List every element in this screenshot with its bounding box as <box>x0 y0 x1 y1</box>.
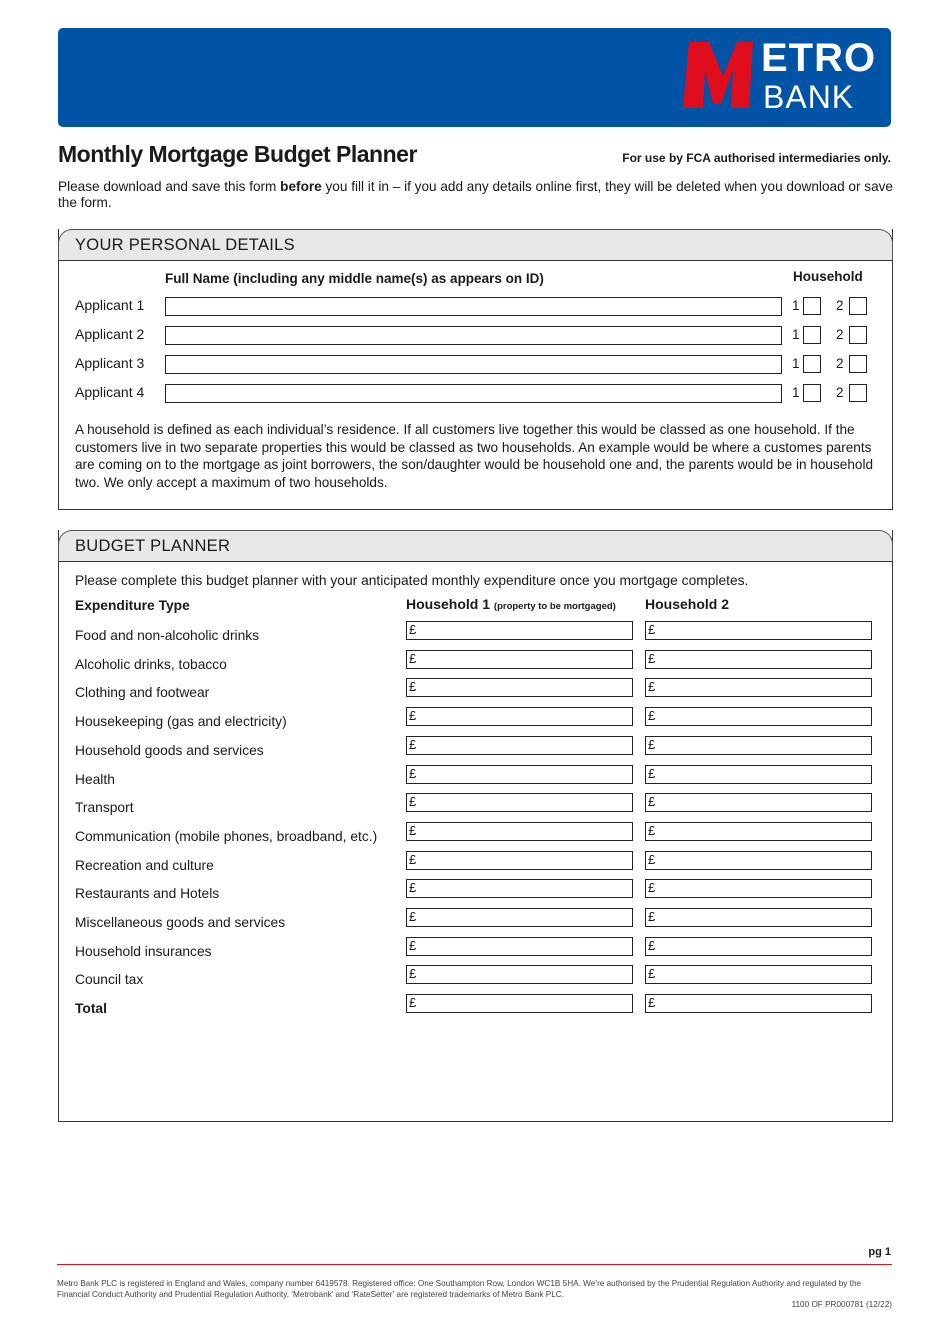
household-2-amount-input[interactable] <box>645 851 872 870</box>
footer-divider <box>57 1264 892 1265</box>
pound-sign: £ <box>648 736 656 752</box>
applicant-4-household-1-checkbox[interactable] <box>803 384 821 402</box>
pound-sign: £ <box>409 765 417 781</box>
household-option-1-label: 1 <box>792 327 800 342</box>
household-option-2-label: 2 <box>836 298 844 313</box>
household-option-2-label: 2 <box>836 385 844 400</box>
household-2-amount-input[interactable] <box>645 965 872 984</box>
applicant-1-name-input[interactable] <box>165 297 782 316</box>
pound-sign: £ <box>409 794 417 810</box>
applicant-3-household-1-checkbox[interactable] <box>803 355 821 373</box>
pound-sign: £ <box>648 794 656 810</box>
applicant-2-name-input[interactable] <box>165 326 782 345</box>
household-2-amount-input[interactable] <box>645 908 872 927</box>
household-1-amount-input[interactable] <box>406 621 633 640</box>
expenditure-label: Household insurances <box>75 943 212 959</box>
household-1-label: Household 1 <box>406 596 491 612</box>
household-2-amount-input[interactable] <box>645 822 872 841</box>
expenditure-label: Recreation and culture <box>75 857 214 873</box>
applicant-label: Applicant 4 <box>75 384 145 400</box>
household-2-amount-input[interactable] <box>645 994 872 1013</box>
expenditure-type-header: Expenditure Type <box>75 598 190 613</box>
household-1-header <box>406 596 616 615</box>
pound-sign: £ <box>409 937 417 953</box>
page-number: pg 1 <box>868 1246 891 1258</box>
household-1-amount-input[interactable] <box>406 707 633 726</box>
household-2-amount-input[interactable] <box>645 650 872 669</box>
household-option-2-label: 2 <box>836 356 844 371</box>
metro-m-icon <box>683 40 755 110</box>
expenditure-label: Restaurants and Hotels <box>75 886 220 902</box>
applicant-4-name-input[interactable] <box>165 384 782 403</box>
budget-instruction: Please complete this budget planner with your anticipated monthly expenditure once you mortgage completes. <box>75 573 749 588</box>
household-note: A household is defined as each individual’s residence. If all customers live together this would be classed as one household. If the customers live in two separate properties this would be classed as two households. An example would be where a customes parents are coming on to the mortgage as joint borrowers, the son/daughter would be household one and, the parents would be in household two. We only accept a maximum of two households. <box>75 422 874 490</box>
pound-sign: £ <box>409 995 417 1011</box>
household-2-amount-input[interactable] <box>645 736 872 755</box>
household-1-amount-input[interactable] <box>406 908 633 927</box>
pound-sign: £ <box>409 822 417 838</box>
intro-before: Please download and save this form <box>58 179 281 194</box>
section-title: YOUR PERSONAL DETAILS <box>58 229 893 261</box>
intro-text <box>58 179 894 211</box>
pound-sign: £ <box>648 822 656 838</box>
household-2-amount-input[interactable] <box>645 678 872 697</box>
expenditure-label: Food and non-alcoholic drinks <box>75 628 260 643</box>
household-2-amount-input[interactable] <box>645 937 872 956</box>
household-2-amount-input[interactable] <box>645 621 872 640</box>
pound-sign: £ <box>648 708 656 724</box>
expenditure-label: Communication (mobile phones, broadband, etc.) <box>75 828 378 844</box>
household-option-1-label: 1 <box>792 298 800 313</box>
full-name-header: Full Name (including any middle name(s) as appears on ID) <box>165 271 544 286</box>
household-header: Household <box>793 269 863 284</box>
applicant-1-household-2-checkbox[interactable] <box>849 297 867 315</box>
applicant-label: Applicant 1 <box>75 297 145 313</box>
pound-sign: £ <box>409 650 417 666</box>
household-1-amount-input[interactable] <box>406 879 633 898</box>
applicant-label: Applicant 3 <box>75 355 145 371</box>
applicant-1-household-1-checkbox[interactable] <box>803 297 821 315</box>
household-1-amount-input[interactable] <box>406 736 633 755</box>
pound-sign: £ <box>648 765 656 781</box>
metro-bank-logo <box>683 36 877 115</box>
household-1-amount-input[interactable] <box>406 822 633 841</box>
expenditure-label: Miscellaneous goods and services <box>75 915 286 930</box>
expenditure-label: Clothing and footwear <box>75 685 210 701</box>
page-title: Monthly Mortgage Budget Planner <box>58 141 417 167</box>
expenditure-label: Health <box>75 771 115 787</box>
expenditure-label: Housekeeping (gas and electricity) <box>75 714 287 730</box>
intro-bold: before <box>280 179 322 194</box>
household-1-amount-input[interactable] <box>406 965 633 984</box>
household-1-amount-input[interactable] <box>406 937 633 956</box>
household-2-amount-input[interactable] <box>645 707 872 726</box>
household-1-amount-input[interactable] <box>406 650 633 669</box>
household-2-amount-input[interactable] <box>645 765 872 784</box>
applicant-2-household-2-checkbox[interactable] <box>849 326 867 344</box>
applicant-label: Applicant 2 <box>75 326 145 342</box>
household-2-amount-input[interactable] <box>645 793 872 812</box>
legal-text: Metro Bank PLC is registered in England and Wales, company number 6419578. Registered office: One Southampton Row, London WC1B 5HA. We’re authorised by the Prudential Regulation Authority and regulated by the Financial Conduct Authority and Prudential Regulation Authority. ‘Metrobank’ and ‘RateSetter’ are registered trademarks of Metro Bank PLC. <box>57 1279 862 1299</box>
logo-bank: BANK <box>763 79 855 115</box>
household-1-amount-input[interactable] <box>406 994 633 1013</box>
expenditure-label: Alcoholic drinks, tobacco <box>75 656 227 672</box>
applicant-3-household-2-checkbox[interactable] <box>849 355 867 373</box>
household-1-amount-input[interactable] <box>406 765 633 784</box>
intro-after: you fill it in – if you add any details online first, they will be deleted when you download or save the form. <box>58 179 893 210</box>
household-1-amount-input[interactable] <box>406 851 633 870</box>
pound-sign: £ <box>648 650 656 666</box>
section-title: BUDGET PLANNER <box>58 530 893 562</box>
personal-details-section <box>58 229 893 510</box>
pound-sign: £ <box>409 880 417 896</box>
logo-etro: ETRO <box>761 36 877 80</box>
pound-sign: £ <box>409 679 417 695</box>
expenditure-label: Transport <box>75 800 134 816</box>
household-1-amount-input[interactable] <box>406 793 633 812</box>
household-option-2-label: 2 <box>836 327 844 342</box>
expenditure-label: Council tax <box>75 972 144 988</box>
pound-sign: £ <box>648 937 656 953</box>
household-1-note: (property to be mortgaged) <box>493 601 616 612</box>
household-2-amount-input[interactable] <box>645 879 872 898</box>
applicant-4-household-2-checkbox[interactable] <box>849 384 867 402</box>
budget-planner-section <box>58 530 893 1122</box>
household-option-1-label: 1 <box>792 385 800 400</box>
header-banner <box>58 28 891 127</box>
pound-sign: £ <box>648 995 656 1011</box>
document-reference: 1100 OF PR000781 (12/22) <box>791 1300 892 1309</box>
pound-sign: £ <box>409 851 417 867</box>
applicant-3-name-input[interactable] <box>165 355 782 374</box>
household-2-header: Household 2 <box>645 596 730 612</box>
expenditure-label: Total <box>75 1001 107 1017</box>
pound-sign: £ <box>409 622 417 637</box>
household-1-amount-input[interactable] <box>406 678 633 697</box>
pound-sign: £ <box>409 736 417 752</box>
fca-note: For use by FCA authorised intermediaries only. <box>622 151 891 165</box>
pound-sign: £ <box>648 966 656 982</box>
pound-sign: £ <box>648 909 656 924</box>
pound-sign: £ <box>648 851 656 867</box>
pound-sign: £ <box>409 909 417 924</box>
pound-sign: £ <box>409 708 417 724</box>
household-option-1-label: 1 <box>792 356 800 371</box>
pound-sign: £ <box>648 622 656 637</box>
applicant-2-household-1-checkbox[interactable] <box>803 326 821 344</box>
pound-sign: £ <box>648 679 656 695</box>
expenditure-label: Household goods and services <box>75 742 264 758</box>
pound-sign: £ <box>409 966 417 982</box>
pound-sign: £ <box>648 880 656 896</box>
